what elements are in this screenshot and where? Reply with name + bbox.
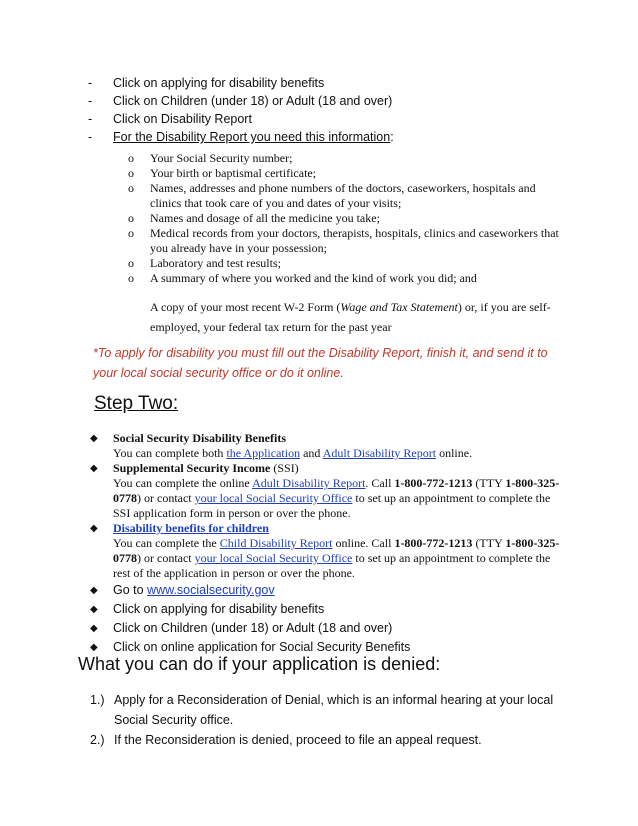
children-benefits-link[interactable]: Disability benefits for children bbox=[113, 521, 269, 535]
step-two-list bbox=[90, 431, 570, 657]
list-item: o Names, addresses and phone numbers of the doctors, caseworkers, hospitals and clinics that took care of you and dates of your visits; bbox=[128, 181, 536, 210]
list-item: o Laboratory and test results; bbox=[128, 256, 281, 270]
list-item: - Click on Disability Report bbox=[88, 112, 252, 126]
list-item: - Click on Children (under 18) or Adult (18 and over) bbox=[88, 94, 393, 108]
diamond-bullet-icon: ◆ bbox=[90, 433, 98, 444]
adult-disability-report-link[interactable]: Adult Disability Report bbox=[322, 446, 437, 460]
socialsecurity-link[interactable]: www.socialsecurity.gov bbox=[147, 583, 275, 597]
dash-list bbox=[88, 74, 608, 146]
local-office-link[interactable]: your local Social Security Office bbox=[194, 491, 353, 505]
application-link[interactable]: the Application bbox=[226, 446, 301, 460]
list-item: o A summary of where you worked and the kind of work you did; and bbox=[128, 271, 477, 285]
list-item: ◆ Go to www.socialsecurity.gov bbox=[90, 581, 570, 600]
list-item: ◆ Click on Children (under 18) or Adult (18 and over) bbox=[90, 619, 570, 638]
list-item: - Click on applying for disability benefits bbox=[88, 76, 325, 90]
list-item: ◆ Social Security Disability Benefits You can complete both the Application and Adult Disability Report online. bbox=[90, 431, 473, 460]
diamond-bullet-icon: ◆ bbox=[90, 523, 98, 534]
list-item: o Medical records from your doctors, therapists, hospitals, clinics and caseworkers that you already have in your possession; bbox=[128, 226, 559, 255]
diamond-bullet-icon: ◆ bbox=[90, 623, 98, 634]
local-office-link[interactable]: your local Social Security Office bbox=[194, 551, 353, 565]
w2-paragraph: A copy of your most recent W-2 Form (Wage and Tax Statement) or, if you are self-employed, your federal tax return for the past year bbox=[150, 300, 551, 334]
list-item: ◆ Click on online application for Social Security Benefits bbox=[90, 638, 570, 657]
denied-heading: What you can do if your application is denied: bbox=[78, 654, 441, 674]
list-item: ◆ Supplemental Security Income (SSI) You can complete the online Adult Disability Report. Call 1-800-772-1213 (TTY 1-800-325-0778) or contact your local Social Security Office to set up an appointment to complete the SSI application form in person or over the phone. bbox=[90, 461, 560, 520]
list-item: 1.) Apply for a Reconsideration of Denial, which is an informal hearing at your local Social Security office. bbox=[90, 693, 554, 727]
diamond-bullet-icon: ◆ bbox=[90, 585, 98, 596]
info-list bbox=[128, 151, 568, 286]
adult-disability-report-link[interactable]: Adult Disability Report bbox=[252, 476, 366, 490]
step-two-heading: Step Two: bbox=[94, 393, 179, 414]
list-item: o Names and dosage of all the medicine you take; bbox=[128, 211, 380, 225]
numbered-list bbox=[90, 690, 580, 750]
apply-note: *To apply for disability you must fill out the Disability Report, finish it, and send it to your local social security office or do it online. bbox=[93, 346, 548, 380]
list-item: 2.) If the Reconsideration is denied, proceed to file an appeal request. bbox=[90, 733, 482, 747]
diamond-bullet-icon: ◆ bbox=[90, 604, 98, 615]
list-item: o Your birth or baptismal certificate; bbox=[128, 166, 317, 180]
list-item: - For the Disability Report you need this information: bbox=[88, 130, 394, 144]
child-disability-report-link[interactable]: Child Disability Report bbox=[219, 536, 333, 550]
list-item: o Your Social Security number; bbox=[128, 151, 293, 165]
diamond-bullet-icon: ◆ bbox=[90, 642, 98, 653]
list-item: ◆ Click on applying for disability benefits bbox=[90, 600, 570, 619]
list-item: ◆ Disability benefits for children You can complete the Child Disability Report online. Call 1-800-772-1213 (TTY 1-800-325-0778) or contact your local Social Security Office to set up an appointment to complete the rest of the application in person or over the phone. bbox=[90, 521, 560, 580]
diamond-bullet-icon: ◆ bbox=[90, 463, 98, 474]
